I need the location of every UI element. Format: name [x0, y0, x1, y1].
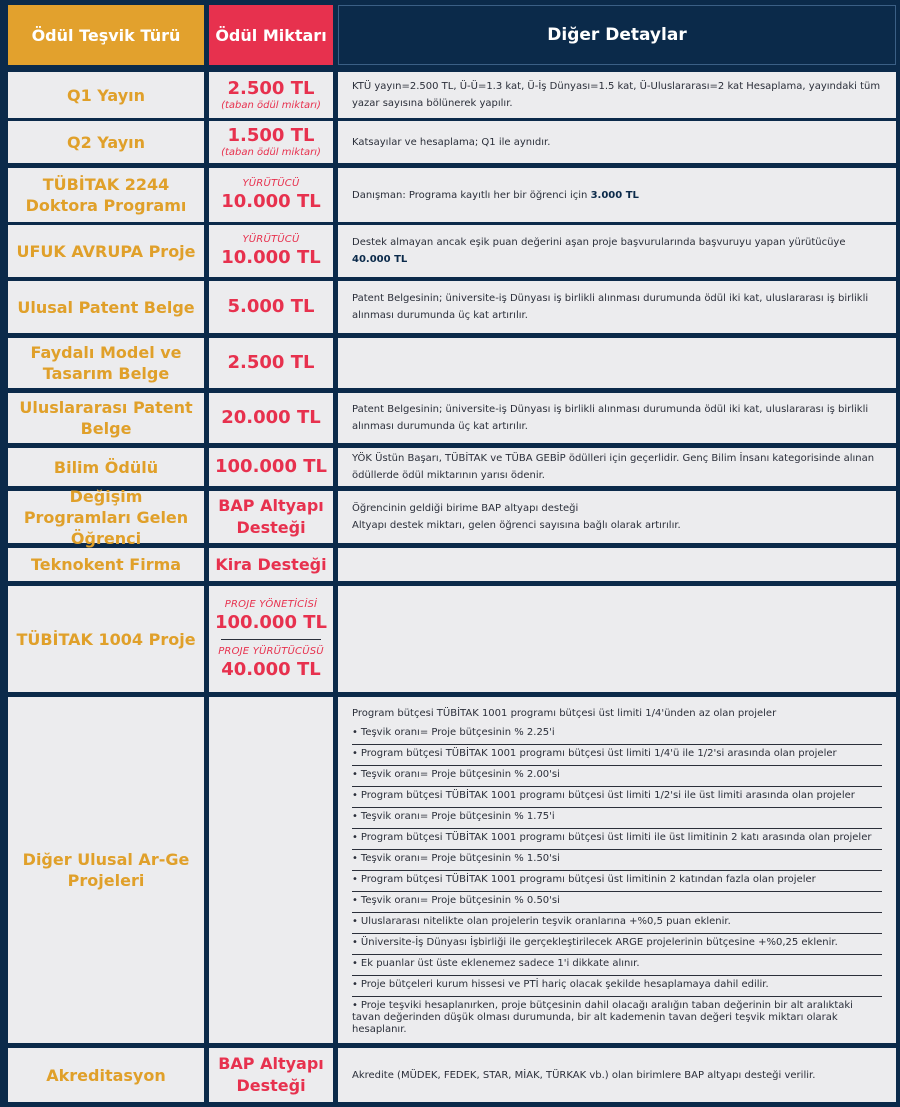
- row-details-national-patent: [338, 281, 896, 333]
- header-other-details: Diğer Detaylar: [338, 5, 896, 65]
- amount-note: (taban ödül miktarı): [221, 147, 321, 158]
- row-amount-tubitak-2244: [209, 168, 333, 222]
- amount-value: BAP Altyapı Desteği: [218, 1054, 324, 1095]
- list-item: • Proje bütçeleri kurum hissesi ve PTİ hariç olacak şekilde hesaplamaya dahil edilir.: [352, 976, 882, 997]
- amount-value: Kira Desteği: [215, 554, 327, 574]
- row-type-exchange-programs: Değişim Programları Gelen Öğrenci: [8, 491, 204, 543]
- row-type-q1: Q1 Yayın: [8, 72, 204, 118]
- details-text: Katsayılar ve hesaplama; Q1 ile aynıdır.: [352, 136, 551, 148]
- amount-value-2: 40.000 TL: [221, 658, 321, 680]
- list-item: • Program bütçesi TÜBİTAK 1001 programı bütçesi üst limitinin 2 katından fazla olan projeler: [352, 871, 882, 892]
- row-amount-exchange-programs: [209, 491, 333, 543]
- row-amount-ufuk-avrupa: [209, 225, 333, 277]
- details-text-2: Altyapı destek miktarı, gelen öğrenci sayısına bağlı olarak artırılır.: [352, 520, 681, 531]
- row-details-accreditation: [338, 1048, 896, 1102]
- amount-value: 100.000 TL: [215, 611, 327, 633]
- row-details-tubitak-2244: [338, 168, 896, 222]
- row-details-exchange-programs: [338, 491, 896, 543]
- row-details-science-award: [338, 448, 896, 486]
- details-text: KTÜ yayın=2.500 TL, Ü-Ü=1.3 kat, Ü-İş Dünyası=1.5 kat, Ü-Uluslararası=2 kat Hesaplama, yayındaki tüm yazar sayısına bölünerek yapılır.: [352, 81, 881, 109]
- list-item: • Teşvik oranı= Proje bütçesinin % 2.00'si: [352, 766, 882, 787]
- details-text: Destek almayan ancak eşik puan değerini aşan proje başvurularında başvuruyu yapan yürütücüye: [352, 237, 846, 248]
- row-amount-utility-model: [209, 338, 333, 388]
- list-item: • Teşvik oranı= Proje bütçesinin % 0.50'si: [352, 892, 882, 913]
- header-award-type: Ödül Teşvik Türü: [8, 5, 204, 65]
- amount-value: 100.000 TL: [215, 456, 327, 477]
- row-type-utility-model: Faydalı Model ve Tasarım Belge: [8, 338, 204, 388]
- amount-value: BAP Altyapı Desteği: [218, 496, 324, 537]
- row-amount-other-national-rd: [209, 697, 333, 1043]
- list-item: • Program bütçesi TÜBİTAK 1001 programı bütçesi üst limiti ile üst limitinin 2 katı arasında olan projeler: [352, 829, 882, 850]
- details-text: Danışman: Programa kayıtlı her bir öğrenci için: [352, 189, 588, 201]
- row-details-q2: [338, 121, 896, 163]
- row-type-tubitak-2244: TÜBİTAK 2244 Doktora Programı: [8, 168, 204, 222]
- row-amount-accreditation: [209, 1048, 333, 1102]
- list-item: • Teşvik oranı= Proje bütçesinin % 2.25'i: [352, 724, 882, 745]
- list-item: • Program bütçesi TÜBİTAK 1001 programı bütçesi üst limiti 1/4'ü ile 1/2'si arasında olan projeler: [352, 745, 882, 766]
- row-type-other-national-rd: Diğer Ulusal Ar-Ge Projeleri: [8, 697, 204, 1043]
- row-amount-tubitak-1004: [209, 586, 333, 692]
- amount-value: 2.500 TL: [227, 78, 315, 99]
- amount-value: 10.000 TL: [221, 247, 321, 268]
- row-amount-national-patent: [209, 281, 333, 333]
- row-type-tubitak-1004: TÜBİTAK 1004 Proje: [8, 586, 204, 692]
- row-details-other-national-rd: [338, 697, 896, 1043]
- row-type-q2: Q2 Yayın: [8, 121, 204, 163]
- list-item: • Uluslararası nitelikte olan projelerin teşvik oranlarına +%0,5 puan eklenir.: [352, 913, 882, 934]
- row-details-tubitak-1004: [338, 586, 896, 692]
- list-item: • Program bütçesi TÜBİTAK 1001 programı bütçesi üst limiti 1/2'si ile üst limiti arasında olan projeler: [352, 787, 882, 808]
- role-label-2: PROJE YÜRÜTÜCÜSÜ: [218, 645, 324, 657]
- list-item: • Üniversite-İş Dünyası İşbirliği ile gerçekleştirilecek ARGE projelerinin bütçesine +%0,25 eklenir.: [352, 934, 882, 955]
- details-text: YÖK Üstün Başarı, TÜBİTAK ve TÜBA GEBİP ödülleri için geçerlidir. Genç Bilim İnsanı kategorisinde alınan ödüllerde ödül miktarının yarısı ödenir.: [352, 453, 875, 481]
- role-label: YÜRÜTÜCÜ: [242, 234, 300, 245]
- list-item: Program bütçesi TÜBİTAK 1001 programı bütçesi üst limiti 1/4'ünden az olan projeler: [352, 708, 777, 719]
- list-item: • Teşvik oranı= Proje bütçesinin % 1.75'i: [352, 808, 882, 829]
- role-label: PROJE YÖNETİCİSİ: [224, 598, 318, 610]
- row-amount-q2: [209, 121, 333, 163]
- row-amount-technopark-firm: [209, 548, 333, 581]
- amount-note: (taban ödül miktarı): [221, 100, 321, 111]
- amount-divider: [221, 639, 321, 640]
- details-bold-amount: 40.000 TL: [352, 254, 408, 265]
- row-type-science-award: Bilim Ödülü: [8, 448, 204, 486]
- row-type-national-patent: Ulusal Patent Belge: [8, 281, 204, 333]
- row-details-technopark-firm: [338, 548, 896, 581]
- row-details-q1: [338, 72, 896, 118]
- row-amount-science-award: [209, 448, 333, 486]
- list-item: • Proje teşviki hesaplanırken, proje bütçesinin dahil olacağı aralığın taban değerinin bir alt aralıktaki tavan değerinden düşük olması durumunda, bir alt kademenin tavan değeri teşvik miktarı olarak hesaplanır.: [352, 1000, 853, 1035]
- role-label: YÜRÜTÜCÜ: [242, 178, 300, 189]
- amount-value: 5.000 TL: [227, 296, 315, 317]
- details-text: Patent Belgesinin; üniversite-iş Dünyası iş birlikli alınması durumunda ödül iki kat, uluslararası iş birlikli alınması durumunda üç kat artırılır.: [352, 404, 869, 432]
- amount-value: 2.500 TL: [227, 352, 315, 373]
- row-type-accreditation: Akreditasyon: [8, 1048, 204, 1102]
- amount-value: 10.000 TL: [221, 191, 321, 212]
- list-item: • Teşvik oranı= Proje bütçesinin % 1.50'si: [352, 850, 882, 871]
- row-amount-q1: [209, 72, 333, 118]
- details-text: Öğrencinin geldiği birime BAP altyapı desteği: [352, 503, 579, 514]
- list-item: • Ek puanlar üst üste eklenemez sadece 1'i dikkate alınır.: [352, 955, 882, 976]
- row-type-international-patent: Uluslararası Patent Belge: [8, 393, 204, 443]
- row-type-technopark-firm: Teknokent Firma: [8, 548, 204, 581]
- amount-value: 20.000 TL: [221, 407, 321, 428]
- header-award-amount: Ödül Miktarı: [209, 5, 333, 65]
- row-details-international-patent: [338, 393, 896, 443]
- row-type-ufuk-avrupa: UFUK AVRUPA Proje: [8, 225, 204, 277]
- row-details-ufuk-avrupa: [338, 225, 896, 277]
- row-details-utility-model: [338, 338, 896, 388]
- row-amount-international-patent: [209, 393, 333, 443]
- details-text: Patent Belgesinin; üniversite-iş Dünyası iş birlikli alınması durumunda ödül iki kat, uluslararası iş birlikli alınması durumunda üç kat artırılır.: [352, 293, 869, 321]
- details-bold-amount: 3.000 TL: [590, 189, 639, 201]
- details-text: Akredite (MÜDEK, FEDEK, STAR, MİAK, TÜRKAK vb.) olan birimlere BAP altyapı desteği verilir.: [352, 1069, 816, 1081]
- amount-value: 1.500 TL: [227, 125, 315, 146]
